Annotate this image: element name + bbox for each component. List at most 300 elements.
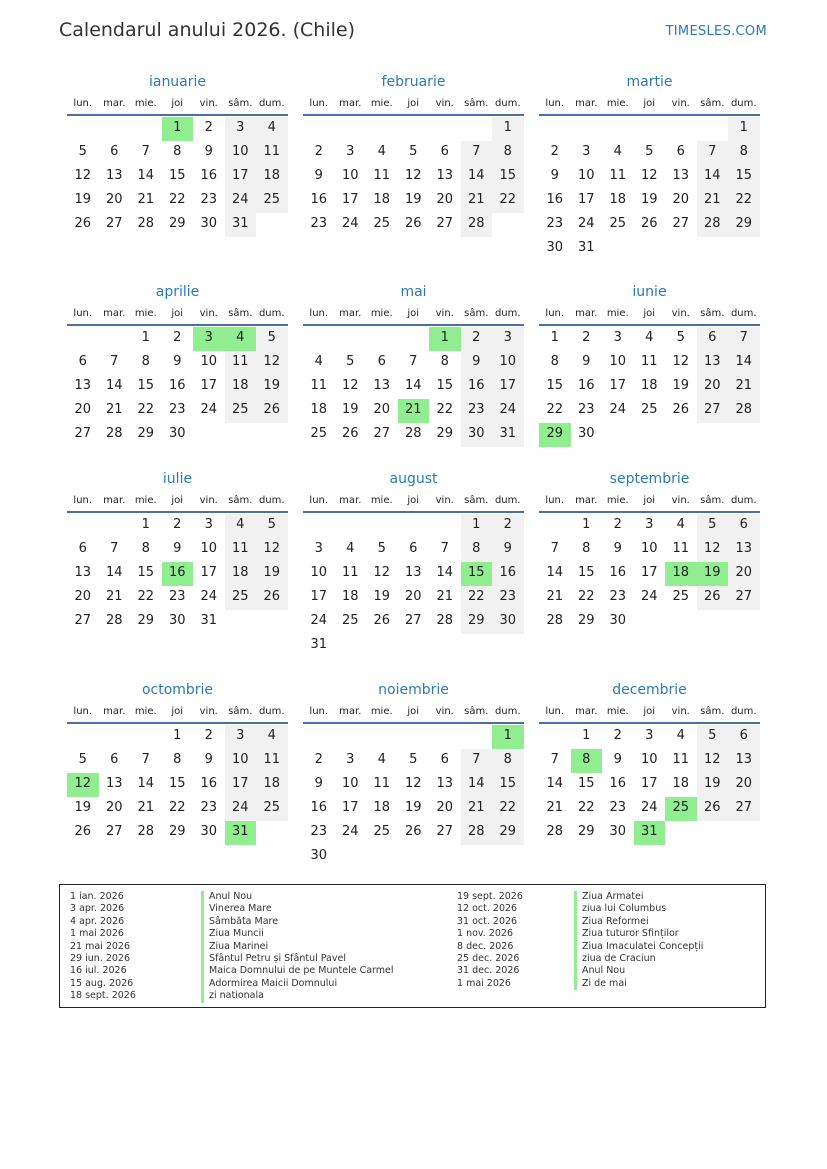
legend-date: 29 iun. 2026 <box>70 953 131 965</box>
day-cell: 6 <box>377 354 386 369</box>
day-cell: 11 <box>341 565 359 580</box>
day-cell: 20 <box>105 192 123 207</box>
day-cell: 22 <box>546 402 564 417</box>
day-grid <box>303 327 524 447</box>
day-cell: 11 <box>225 538 257 562</box>
day-cell: 3 <box>613 330 622 345</box>
empty-cell <box>335 514 367 538</box>
weekday-label: joi <box>171 308 184 319</box>
day-cell: 7 <box>461 749 493 773</box>
day-cell: 26 <box>640 216 658 231</box>
day-cell: 13 <box>404 565 422 580</box>
day-cell: 15 <box>436 378 454 393</box>
day-cell: 27 <box>105 216 123 231</box>
day-cell: 23 <box>609 800 627 815</box>
day-cell: 30 <box>310 848 328 863</box>
day-cell: 22 <box>492 797 524 821</box>
empty-cell <box>429 514 461 538</box>
holiday-day: 15 <box>461 562 493 586</box>
legend-holiday-name: Sâmbăta Mare <box>201 916 394 928</box>
weekday-label: mar. <box>339 706 362 717</box>
day-cell: 8 <box>141 354 150 369</box>
day-cell: 14 <box>436 565 454 580</box>
day-cell: 2 <box>173 330 182 345</box>
day-cell: 12 <box>640 168 658 183</box>
day-cell: 3 <box>645 728 654 743</box>
day-cell: 29 <box>168 824 186 839</box>
day-cell: 27 <box>697 399 729 423</box>
weekday-label: vin. <box>671 495 690 506</box>
day-cell: 17 <box>577 192 595 207</box>
day-cell: 10 <box>640 752 658 767</box>
day-cell: 25 <box>640 402 658 417</box>
day-cell: 20 <box>436 192 454 207</box>
holiday-day: 4 <box>225 327 257 351</box>
empty-cell <box>99 117 131 141</box>
day-cell: 4 <box>256 725 288 749</box>
month-martie <box>539 70 760 261</box>
day-cell: 10 <box>341 776 359 791</box>
day-cell: 17 <box>492 375 524 399</box>
day-cell: 20 <box>404 589 422 604</box>
day-cell: 4 <box>225 514 257 538</box>
day-cell: 2 <box>314 144 323 159</box>
day-cell: 26 <box>256 586 288 610</box>
day-cell: 9 <box>613 752 622 767</box>
day-cell: 16 <box>200 776 218 791</box>
day-cell: 12 <box>256 538 288 562</box>
day-cell: 4 <box>346 541 355 556</box>
day-cell: 27 <box>436 824 454 839</box>
month-name: octombrie <box>141 682 214 698</box>
day-cell: 14 <box>105 378 123 393</box>
holiday-legend <box>59 884 766 1008</box>
day-cell: 8 <box>173 752 182 767</box>
legend-holiday-name: Ziua tuturor Sfinților <box>574 928 703 940</box>
empty-cell <box>461 117 493 141</box>
empty-cell <box>634 117 666 141</box>
legend-date: 25 dec. 2026 <box>457 953 520 965</box>
day-cell: 28 <box>105 613 123 628</box>
day-grid <box>539 514 760 634</box>
day-cell: 17 <box>341 800 359 815</box>
day-cell: 23 <box>546 216 564 231</box>
day-cell: 24 <box>609 402 627 417</box>
day-cell: 29 <box>492 821 524 845</box>
day-cell: 28 <box>137 824 155 839</box>
legend-holiday-name: Adormirea Maicii Domnului <box>201 978 394 990</box>
empty-cell <box>539 117 571 141</box>
month-septembrie <box>539 467 760 634</box>
day-cell: 11 <box>256 749 288 773</box>
day-cell: 10 <box>609 354 627 369</box>
weekday-label: lun. <box>545 98 565 109</box>
weekday-label: lun. <box>309 308 329 319</box>
day-cell: 11 <box>225 351 257 375</box>
day-cell: 26 <box>256 399 288 423</box>
day-cell: 27 <box>74 613 92 628</box>
empty-cell <box>366 725 398 749</box>
weekday-label: sâm. <box>464 308 489 319</box>
day-cell: 30 <box>200 216 218 231</box>
weekday-header <box>303 491 524 513</box>
day-cell: 7 <box>697 141 729 165</box>
day-cell: 13 <box>436 776 454 791</box>
day-cell: 21 <box>105 402 123 417</box>
weekday-label: dum. <box>730 308 757 319</box>
empty-cell <box>697 117 729 141</box>
day-cell: 2 <box>492 514 524 538</box>
day-cell: 6 <box>440 752 449 767</box>
day-cell: 29 <box>137 613 155 628</box>
day-cell: 19 <box>672 378 690 393</box>
day-cell: 29 <box>577 824 595 839</box>
weekday-label: sâm. <box>464 706 489 717</box>
weekday-label: vin. <box>435 495 454 506</box>
month-name: septembrie <box>609 471 690 487</box>
holiday-day: 19 <box>697 562 729 586</box>
weekday-label: vin. <box>199 308 218 319</box>
legend-holiday-name: ziua de Craciun <box>574 953 703 965</box>
day-cell: 17 <box>640 565 658 580</box>
empty-cell <box>130 725 162 749</box>
day-cell: 15 <box>546 378 564 393</box>
day-cell: 21 <box>461 189 493 213</box>
empty-cell <box>571 117 603 141</box>
month-noiembrie <box>303 678 524 869</box>
day-cell: 2 <box>314 752 323 767</box>
day-cell: 11 <box>373 168 391 183</box>
day-cell: 31 <box>200 613 218 628</box>
weekday-label: mie. <box>370 308 393 319</box>
month-name: martie <box>626 74 673 90</box>
day-cell: 29 <box>436 426 454 441</box>
day-cell: 5 <box>409 752 418 767</box>
legend-holiday-name: Ziua Reformei <box>574 916 703 928</box>
day-cell: 14 <box>461 773 493 797</box>
day-cell: 13 <box>672 168 690 183</box>
day-cell: 8 <box>461 538 493 562</box>
day-cell: 17 <box>225 165 257 189</box>
weekday-label: vin. <box>435 706 454 717</box>
legend-date: 15 aug. 2026 <box>70 977 134 989</box>
month-iulie <box>67 467 288 634</box>
day-cell: 11 <box>672 752 690 767</box>
day-cell: 17 <box>200 378 218 393</box>
day-grid <box>539 117 760 261</box>
weekday-label: sâm. <box>464 495 489 506</box>
month-iunie <box>539 280 760 447</box>
day-cell: 23 <box>168 589 186 604</box>
day-cell: 2 <box>613 728 622 743</box>
weekday-label: sâm. <box>228 706 253 717</box>
empty-cell <box>665 117 697 141</box>
day-cell: 26 <box>404 216 422 231</box>
legend-holiday-name: Ziua Marinei <box>201 941 394 953</box>
weekday-label: lun. <box>309 495 329 506</box>
day-cell: 1 <box>492 117 524 141</box>
legend-date: 1 mai 2026 <box>457 977 511 989</box>
day-cell: 24 <box>225 797 257 821</box>
day-cell: 18 <box>640 378 658 393</box>
day-cell: 2 <box>582 330 591 345</box>
day-cell: 25 <box>373 824 391 839</box>
day-cell: 17 <box>225 773 257 797</box>
day-cell: 18 <box>373 800 391 815</box>
legend-names-col1 <box>201 891 394 1003</box>
day-cell: 19 <box>404 192 422 207</box>
empty-cell <box>99 725 131 749</box>
day-cell: 9 <box>613 541 622 556</box>
weekday-label: mie. <box>606 706 629 717</box>
day-cell: 29 <box>137 426 155 441</box>
day-cell: 9 <box>550 168 559 183</box>
day-cell: 14 <box>137 168 155 183</box>
day-cell: 20 <box>697 375 729 399</box>
day-cell: 7 <box>409 354 418 369</box>
day-cell: 9 <box>173 541 182 556</box>
weekday-label: dum. <box>730 98 757 109</box>
day-cell: 4 <box>377 752 386 767</box>
day-cell: 26 <box>697 586 729 610</box>
day-cell: 6 <box>110 144 119 159</box>
day-cell: 10 <box>200 541 218 556</box>
day-cell: 30 <box>546 240 564 255</box>
day-cell: 12 <box>74 168 92 183</box>
day-cell: 30 <box>168 426 186 441</box>
legend-date: 31 dec. 2026 <box>457 965 520 977</box>
weekday-label: mar. <box>339 98 362 109</box>
legend-dates-col1 <box>70 891 136 1003</box>
legend-date: 4 apr. 2026 <box>70 915 125 927</box>
day-cell: 19 <box>74 192 92 207</box>
day-cell: 15 <box>137 565 155 580</box>
day-cell: 24 <box>200 402 218 417</box>
weekday-label: dum. <box>258 98 285 109</box>
day-cell: 18 <box>256 165 288 189</box>
day-cell: 27 <box>404 613 422 628</box>
day-cell: 22 <box>492 189 524 213</box>
day-cell: 16 <box>310 192 328 207</box>
day-cell: 31 <box>310 637 328 652</box>
month-ianuarie <box>67 70 288 237</box>
day-cell: 1 <box>141 517 150 532</box>
day-cell: 27 <box>728 797 760 821</box>
empty-cell <box>67 117 99 141</box>
day-cell: 14 <box>728 351 760 375</box>
day-cell: 6 <box>728 514 760 538</box>
empty-cell <box>99 327 131 351</box>
weekday-label: joi <box>407 495 420 506</box>
weekday-label: joi <box>171 706 184 717</box>
day-cell: 24 <box>341 216 359 231</box>
weekday-label: mie. <box>134 495 157 506</box>
day-cell: 28 <box>728 399 760 423</box>
legend-holiday-name: ziua lui Columbus <box>574 903 703 915</box>
day-cell: 2 <box>204 728 213 743</box>
day-cell: 2 <box>613 517 622 532</box>
empty-cell <box>335 117 367 141</box>
weekday-header <box>303 94 524 116</box>
month-name: august <box>389 471 438 487</box>
month-august <box>303 467 524 658</box>
month-name: noiembrie <box>378 682 449 698</box>
weekday-label: dum. <box>258 706 285 717</box>
legend-holiday-name: Anul Nou <box>574 965 703 977</box>
day-cell: 27 <box>436 216 454 231</box>
weekday-label: joi <box>643 706 656 717</box>
day-cell: 11 <box>672 541 690 556</box>
day-cell: 31 <box>225 213 257 237</box>
day-cell: 13 <box>74 565 92 580</box>
day-cell: 28 <box>546 824 564 839</box>
day-cell: 20 <box>728 562 760 586</box>
weekday-label: lun. <box>73 98 93 109</box>
empty-cell <box>303 117 335 141</box>
day-cell: 3 <box>204 517 213 532</box>
day-cell: 14 <box>105 565 123 580</box>
day-cell: 20 <box>373 402 391 417</box>
weekday-label: sâm. <box>464 98 489 109</box>
weekday-header <box>303 702 524 724</box>
day-cell: 29 <box>461 610 493 634</box>
day-cell: 22 <box>436 402 454 417</box>
day-grid <box>539 327 760 447</box>
day-grid <box>303 514 524 658</box>
weekday-label: mie. <box>370 98 393 109</box>
day-cell: 9 <box>173 354 182 369</box>
day-cell: 2 <box>204 120 213 135</box>
weekday-label: mie. <box>606 98 629 109</box>
month-name: iulie <box>162 471 193 487</box>
weekday-label: mie. <box>134 308 157 319</box>
month-name: mai <box>400 284 427 300</box>
day-cell: 5 <box>645 144 654 159</box>
day-cell: 23 <box>200 192 218 207</box>
day-cell: 24 <box>200 589 218 604</box>
legend-date: 19 sept. 2026 <box>457 891 523 902</box>
day-cell: 9 <box>582 354 591 369</box>
day-cell: 31 <box>492 423 524 447</box>
day-cell: 25 <box>256 189 288 213</box>
day-cell: 13 <box>105 776 123 791</box>
empty-cell <box>602 117 634 141</box>
day-cell: 7 <box>110 541 119 556</box>
day-cell: 12 <box>697 538 729 562</box>
day-cell: 16 <box>168 378 186 393</box>
day-cell: 25 <box>225 586 257 610</box>
day-cell: 27 <box>105 824 123 839</box>
day-cell: 28 <box>137 216 155 231</box>
day-cell: 29 <box>728 213 760 237</box>
day-cell: 11 <box>373 776 391 791</box>
day-cell: 16 <box>577 378 595 393</box>
holiday-day: 31 <box>634 821 666 845</box>
empty-cell <box>303 327 335 351</box>
weekday-label: mie. <box>370 706 393 717</box>
day-cell: 5 <box>256 514 288 538</box>
day-cell: 11 <box>310 378 328 393</box>
day-cell: 15 <box>577 565 595 580</box>
day-cell: 8 <box>141 541 150 556</box>
day-cell: 4 <box>645 330 654 345</box>
legend-holiday-name: zi nationala <box>201 990 394 1002</box>
holiday-day: 21 <box>398 399 430 423</box>
day-cell: 9 <box>204 752 213 767</box>
legend-holiday-name: Sfântul Petru și Sfântul Pavel <box>201 953 394 965</box>
weekday-label: sâm. <box>228 495 253 506</box>
month-name: aprilie <box>155 284 200 300</box>
day-cell: 20 <box>672 192 690 207</box>
weekday-label: sâm. <box>228 308 253 319</box>
empty-cell <box>99 514 131 538</box>
weekday-label: vin. <box>671 706 690 717</box>
day-cell: 1 <box>582 728 591 743</box>
weekday-header <box>303 304 524 326</box>
day-cell: 1 <box>582 517 591 532</box>
day-grid <box>67 514 288 634</box>
day-cell: 27 <box>373 426 391 441</box>
day-cell: 25 <box>609 216 627 231</box>
day-cell: 23 <box>310 824 328 839</box>
day-cell: 19 <box>74 800 92 815</box>
empty-cell <box>366 514 398 538</box>
day-cell: 17 <box>609 378 627 393</box>
day-cell: 22 <box>137 589 155 604</box>
month-name: iunie <box>632 284 667 300</box>
brand-link[interactable]: TIMESLES.COM <box>665 24 767 39</box>
day-cell: 30 <box>200 824 218 839</box>
legend-date: 16 iul. 2026 <box>70 965 127 977</box>
day-cell: 29 <box>168 216 186 231</box>
day-cell: 5 <box>377 541 386 556</box>
weekday-label: dum. <box>494 308 521 319</box>
weekday-label: mar. <box>339 495 362 506</box>
weekday-label: joi <box>643 308 656 319</box>
day-cell: 25 <box>256 797 288 821</box>
day-cell: 7 <box>728 327 760 351</box>
legend-date: 31 oct. 2026 <box>457 915 518 927</box>
legend-date: 1 nov. 2026 <box>457 928 513 940</box>
day-cell: 28 <box>461 213 493 237</box>
empty-cell <box>461 725 493 749</box>
day-cell: 16 <box>310 800 328 815</box>
day-cell: 23 <box>461 399 493 423</box>
day-cell: 21 <box>436 589 454 604</box>
weekday-label: dum. <box>494 706 521 717</box>
legend-holiday-name: Vinerea Mare <box>201 903 394 915</box>
day-cell: 19 <box>640 192 658 207</box>
day-cell: 21 <box>105 589 123 604</box>
day-cell: 24 <box>577 216 595 231</box>
holiday-day: 8 <box>571 749 603 773</box>
holiday-day: 31 <box>225 821 257 845</box>
weekday-header <box>67 491 288 513</box>
day-grid <box>67 327 288 447</box>
day-cell: 10 <box>577 168 595 183</box>
day-cell: 3 <box>645 517 654 532</box>
day-cell: 18 <box>609 192 627 207</box>
day-cell: 6 <box>697 327 729 351</box>
day-cell: 20 <box>728 773 760 797</box>
day-cell: 18 <box>256 773 288 797</box>
day-cell: 10 <box>640 541 658 556</box>
weekday-header <box>539 491 760 513</box>
day-cell: 30 <box>492 610 524 634</box>
day-cell: 14 <box>137 776 155 791</box>
day-cell: 28 <box>404 426 422 441</box>
weekday-label: mar. <box>339 308 362 319</box>
